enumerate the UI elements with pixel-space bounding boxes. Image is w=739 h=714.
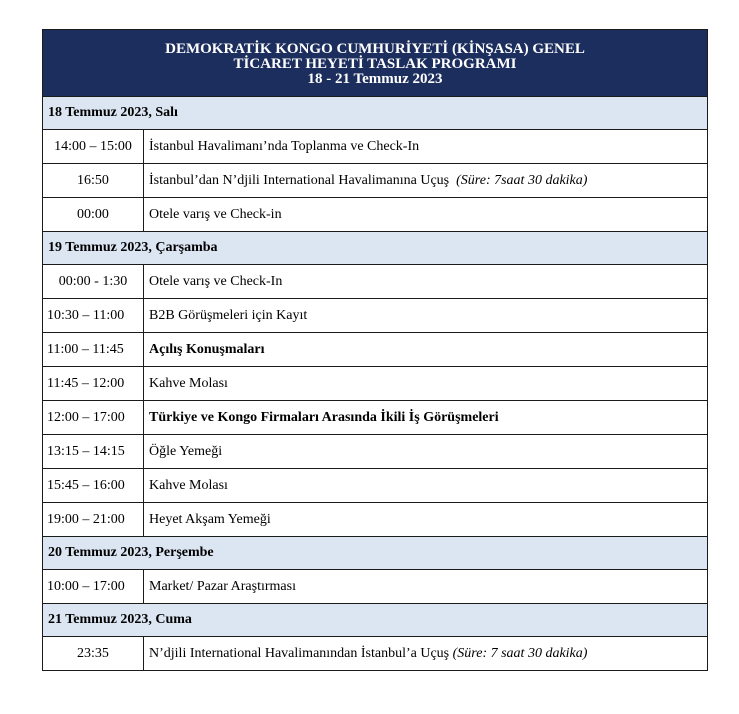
day-label: 21 Temmuz 2023, Cuma xyxy=(43,604,708,637)
duration-note: (Süre: 7saat 30 dakika) xyxy=(456,172,588,188)
activity-cell: Türkiye ve Kongo Firmaları Arasında İkili İş Görüşmeleri xyxy=(144,401,708,435)
schedule-row xyxy=(43,637,708,671)
activity-cell: Kahve Molası xyxy=(144,367,708,401)
activity-cell: Market/ Pazar Araştırması xyxy=(144,570,708,604)
time-cell: 10:00 – 17:00 xyxy=(43,570,144,604)
day-label: 19 Temmuz 2023, Çarşamba xyxy=(43,232,708,265)
program-title xyxy=(43,30,708,97)
day-row xyxy=(43,537,708,570)
activity-cell: Açılış Konuşmaları xyxy=(144,333,708,367)
activity-cell: Kahve Molası xyxy=(144,469,708,503)
schedule-row xyxy=(43,130,708,164)
title-line-2: TİCARET HEYETİ TASLAK PROGRAMI xyxy=(233,56,517,72)
day-label: 18 Temmuz 2023, Salı xyxy=(43,97,708,130)
time-cell: 11:45 – 12:00 xyxy=(43,367,144,401)
time-cell: 12:00 – 17:00 xyxy=(43,401,144,435)
time-cell: 14:00 – 15:00 xyxy=(43,130,144,164)
schedule-row xyxy=(43,469,708,503)
title-line-1: DEMOKRATİK KONGO CUMHURİYETİ (KİNŞASA) GENEL xyxy=(165,41,585,57)
time-cell: 19:00 – 21:00 xyxy=(43,503,144,537)
duration-note: (Süre: 7 saat 30 dakika) xyxy=(452,645,588,661)
program-table xyxy=(42,29,708,671)
day-row xyxy=(43,604,708,637)
time-cell: 16:50 xyxy=(43,164,144,198)
activity-cell: B2B Görüşmeleri için Kayıt xyxy=(144,299,708,333)
time-cell: 23:35 xyxy=(43,637,144,671)
title-row xyxy=(43,30,708,97)
day-row xyxy=(43,232,708,265)
time-cell: 00:00 xyxy=(43,198,144,232)
title-dates: 18 - 21 Temmuz 2023 xyxy=(307,71,443,87)
schedule-row xyxy=(43,367,708,401)
schedule-row xyxy=(43,435,708,469)
schedule-row xyxy=(43,401,708,435)
activity-cell xyxy=(144,164,708,198)
time-cell: 10:30 – 11:00 xyxy=(43,299,144,333)
activity-cell: Otele varış ve Check-In xyxy=(144,265,708,299)
schedule-row xyxy=(43,570,708,604)
day-label: 20 Temmuz 2023, Perşembe xyxy=(43,537,708,570)
day-row xyxy=(43,97,708,130)
schedule-row xyxy=(43,164,708,198)
schedule-row xyxy=(43,503,708,537)
schedule-row xyxy=(43,198,708,232)
activity-cell: İstanbul Havalimanı’nda Toplanma ve Check-In xyxy=(144,130,708,164)
activity-cell: Otele varış ve Check-in xyxy=(144,198,708,232)
time-cell: 11:00 – 11:45 xyxy=(43,333,144,367)
activity-cell: Heyet Akşam Yemeği xyxy=(144,503,708,537)
activity-cell: Öğle Yemeği xyxy=(144,435,708,469)
schedule-row xyxy=(43,265,708,299)
activity-text: İstanbul’dan N’djili International Havalimanına Uçuş xyxy=(149,172,450,188)
time-cell: 00:00 - 1:30 xyxy=(43,265,144,299)
time-cell: 13:15 – 14:15 xyxy=(43,435,144,469)
time-cell: 15:45 – 16:00 xyxy=(43,469,144,503)
schedule-row xyxy=(43,333,708,367)
activity-cell xyxy=(144,637,708,671)
schedule-row xyxy=(43,299,708,333)
activity-text: N’djili International Havalimanından İstanbul’a Uçuş xyxy=(149,645,450,661)
